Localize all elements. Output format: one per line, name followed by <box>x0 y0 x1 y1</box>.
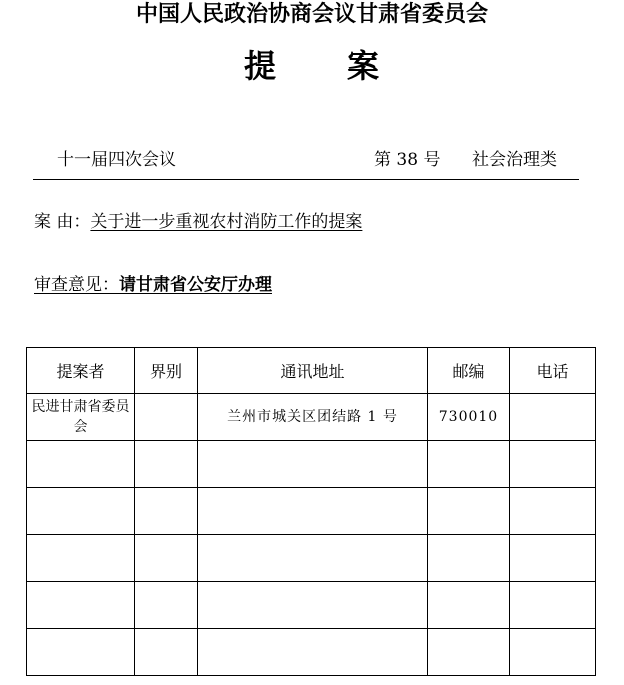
sector-cell <box>135 441 198 488</box>
sector-cell <box>135 394 198 441</box>
case-value: 关于进一步重视农村消防工作的提案 <box>90 212 363 232</box>
meta-row <box>0 148 624 172</box>
proposer-info-table <box>26 347 596 676</box>
column-header-proposer: 提案者 <box>27 348 135 394</box>
proposal-number: 第 38 号 <box>374 150 441 170</box>
case-label: 案 由： <box>34 212 91 232</box>
sector-cell <box>135 582 198 629</box>
phone-cell <box>510 535 596 582</box>
review-line <box>34 273 272 297</box>
proposer-cell <box>27 488 135 535</box>
column-header-address: 通讯地址 <box>198 348 428 394</box>
address-cell: 兰州市城关区团结路 1 号 <box>198 394 428 441</box>
phone-cell <box>510 488 596 535</box>
postcode-cell: 730010 <box>428 394 510 441</box>
address-cell <box>198 488 428 535</box>
phone-cell <box>510 629 596 676</box>
address-cell <box>198 441 428 488</box>
proposer-cell <box>27 629 135 676</box>
table-row <box>27 582 596 629</box>
table-row <box>27 629 596 676</box>
case-line <box>34 210 362 234</box>
proposer-cell <box>27 535 135 582</box>
table-header-row <box>27 348 596 394</box>
proposer-cell <box>27 441 135 488</box>
address-cell <box>198 582 428 629</box>
column-header-phone: 电话 <box>510 348 596 394</box>
column-header-sector: 界别 <box>135 348 198 394</box>
review-value: 请甘肃省公安厅办理 <box>119 275 272 295</box>
postcode-cell <box>428 629 510 676</box>
sector-cell <box>135 629 198 676</box>
table-row <box>27 488 596 535</box>
phone-cell <box>510 582 596 629</box>
postcode-cell <box>428 441 510 488</box>
sector-cell <box>135 488 198 535</box>
session-label: 十一届四次会议 <box>57 150 176 170</box>
phone-cell <box>510 394 596 441</box>
header-divider <box>33 179 579 180</box>
doc-title-char-2: 案 <box>346 47 379 85</box>
table-row <box>27 535 596 582</box>
doc-title-char-1: 提 <box>243 47 276 85</box>
organization-title: 中国人民政治协商会议甘肃省委员会 <box>135 1 488 27</box>
phone-cell <box>510 441 596 488</box>
address-cell <box>198 629 428 676</box>
postcode-cell <box>428 488 510 535</box>
column-header-postcode: 邮编 <box>428 348 510 394</box>
table-row <box>27 441 596 488</box>
address-cell <box>198 535 428 582</box>
review-label: 审查意见： <box>34 275 119 295</box>
postcode-cell <box>428 535 510 582</box>
proposer-cell <box>27 582 135 629</box>
postcode-cell <box>428 582 510 629</box>
table-row <box>27 394 596 441</box>
proposer-cell: 民进甘肃省委员会 <box>27 394 135 441</box>
proposal-category: 社会治理类 <box>472 150 557 170</box>
sector-cell <box>135 535 198 582</box>
